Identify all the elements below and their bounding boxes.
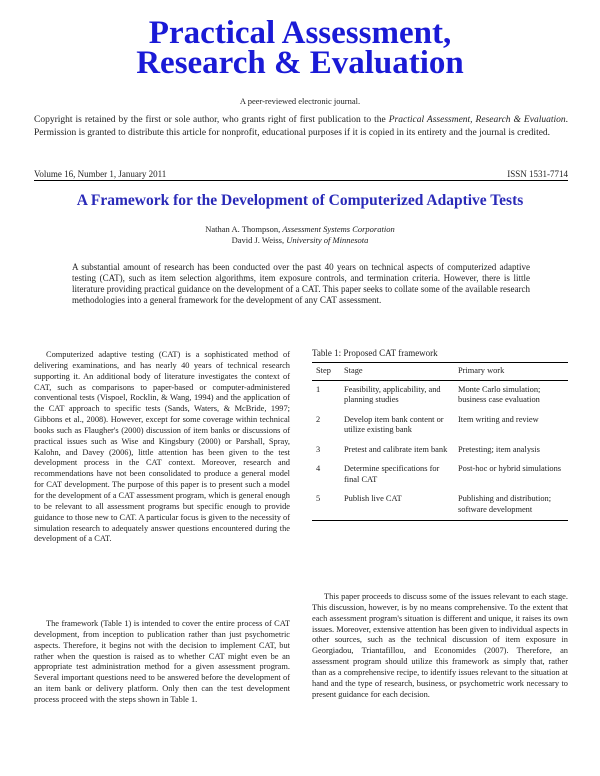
- cell-stage: Develop item bank content or utilize existing bank: [344, 414, 444, 434]
- journal-subtitle: A peer-reviewed electronic journal.: [239, 96, 361, 106]
- table-header-row: [312, 363, 568, 381]
- author-name: Nathan A. Thompson,: [205, 224, 283, 234]
- author-2: [0, 235, 600, 246]
- table-header-work: Primary work: [458, 366, 505, 375]
- body-paragraph-3: This paper proceeds to discuss some of the issues relevant to each stage. This discussion, however, is by no means comprehensive. To the extent that each assessment program's situation is different and unique, it raises its own issues. Moreover, extensive attention has been given to individual aspects in other sources, such as the technical discussion of item exposure in Georgiadou, Triantafillou, and Economides (2007). Therefore, an assessment program should utilize this framework as simply that, rather than as a comprehensive recipe, to identify issues relevant to the situation at hand and the type of research, business, or psychometric work necessary to present guidance for each decision.: [312, 592, 568, 699]
- abstract: A substantial amount of research has been conducted over the past 40 years on technical aspects of computerized adaptive testing (CAT), such as item selection algorithms, item exposure controls, and termination criteria. However, there is little literature providing practical guidance on the development of a CAT. This paper seeks to collate some of the available research methodologies into a general framework for the development of any CAT assessment.: [72, 262, 530, 305]
- cell-step: 2: [316, 414, 321, 424]
- issue-bar: [34, 169, 568, 180]
- cell-work: Publishing and distribution; software development: [458, 494, 552, 514]
- cell-work: Post-hoc or hybrid simulations: [458, 464, 562, 473]
- article-title: A Framework for the Development of Computerized Adaptive Tests: [76, 192, 524, 209]
- cell-stage: Publish live CAT: [344, 494, 402, 503]
- cell-stage: Feasibility, applicability, and planning studies: [344, 384, 441, 404]
- body-paragraph-1: Computerized adaptive testing (CAT) is a sophisticated method of delivering examinations, and has nearly 40 years of technical research supporting it. An additional body of literature investigates the context of CAT, such as comparisons to paper-based or computer-administered conventional tests (Vispoel, Rocklin, & Wang, 1994) and the application of the CAT approach to specific tests (Sands, Waters, & McBride, 1997; Gibbons et al., 2008). However, except for some coverage within technical books such as Flaugher's (2000) discussion of item banks or discussions of practical issues such as Wise and Kingsbury (2000) or Parshall, Spray, Kalohn, and Davey (2006), little attention has been given to the test development process in the CAT context. Moreover, research and recommendations have not been consolidated to produce a general model for CAT development. The purpose of this paper is to present such a model for the development of a CAT assessment program, which is general enough to be relevant to all assessment programs but specific enough to provide guidance to those new to CAT. A particular focus is given to the necessity of simulation research to adequately answer questions encountered during the development of a CAT.: [34, 350, 290, 544]
- table-row: [312, 490, 568, 521]
- copyright-text-part1: Copyright is retained by the first or sole author, who grants right of first publication to the: [34, 115, 389, 125]
- journal-title-line2: Research & Evaluation: [136, 45, 464, 81]
- body-paragraph-2: The framework (Table 1) is intended to cover the entire process of CAT development, from inception to publication rather than just psychometric aspects. Therefore, it begins not with the decision to implement CAT, but rather when the question is raised as to whether CAT might even be an appropriate test administration method for a given assessment program. Several important questions need to be answered before the development of an item bank or delivery platform. Only then can the test development process proceed with the steps shown in Table 1.: [34, 619, 290, 704]
- author-name: David J. Weiss,: [231, 235, 287, 245]
- issn: ISSN 1531-7714: [507, 169, 568, 179]
- cell-stage: Pretest and calibrate item bank: [344, 444, 448, 454]
- copyright-text-part2: . Permission is granted to distribute this article for nonprofit, educational purposes if it is copied in its entirety and the journal is credited.: [34, 115, 568, 138]
- cell-step: 1: [316, 384, 321, 394]
- volume-info: Volume 16, Number 1, January 2011: [34, 169, 167, 179]
- journal-title-line1: Practical Assessment,: [148, 15, 452, 51]
- cell-step: 4: [316, 464, 321, 473]
- copyright-journal-name: Practical Assessment, Research & Evaluation: [388, 115, 566, 125]
- table-caption: Table 1: Proposed CAT framework: [312, 348, 438, 358]
- journal-title: [0, 15, 600, 81]
- cell-step: 3: [316, 444, 321, 454]
- table-row: [312, 460, 568, 490]
- framework-table: [312, 362, 568, 521]
- header-rule: [34, 180, 568, 181]
- author-1: [0, 224, 600, 235]
- cell-stage: Determine specifications for final CAT: [344, 464, 440, 484]
- copyright-notice: [34, 114, 568, 139]
- author-affiliation: University of Minnesota: [286, 235, 369, 245]
- table-header-stage: Stage: [344, 366, 363, 375]
- table-header-step: Step: [316, 366, 331, 375]
- author-list: [0, 224, 600, 246]
- cell-work: Item writing and review: [458, 414, 539, 424]
- cell-work: Pretesting; item analysis: [458, 444, 540, 454]
- table-row: [312, 411, 568, 441]
- table-row: [312, 380, 568, 411]
- author-affiliation: Assessment Systems Corporation: [282, 224, 395, 234]
- table-row: [312, 441, 568, 461]
- cell-work: Monte Carlo simulation; business case evaluation: [458, 384, 541, 404]
- cell-step: 5: [316, 494, 321, 503]
